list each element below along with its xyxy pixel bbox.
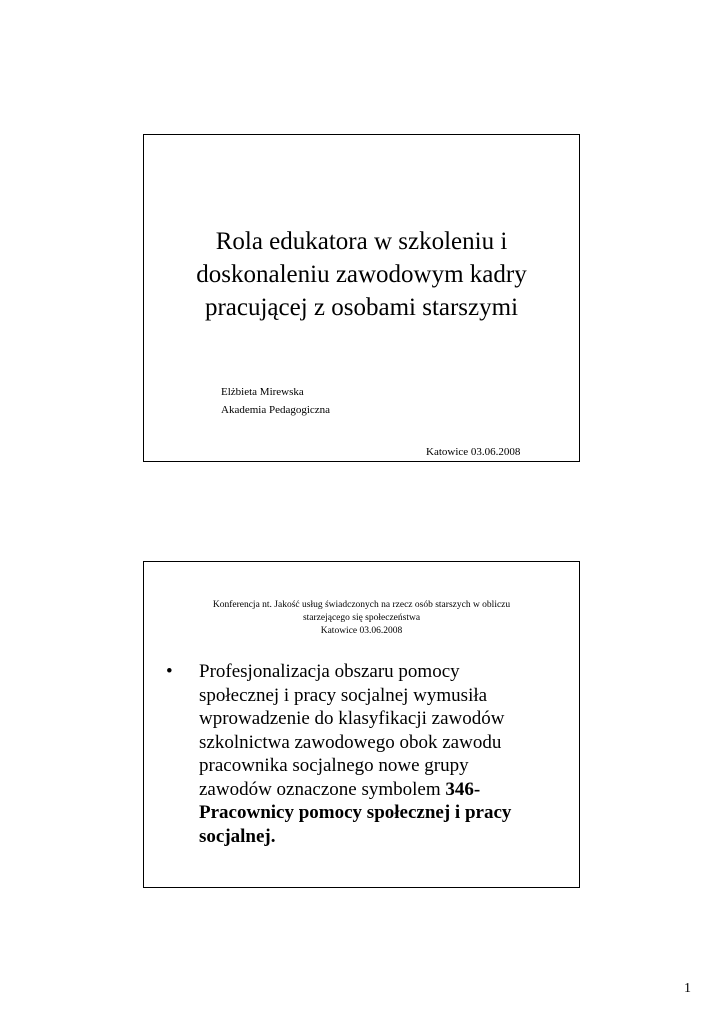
bullet-line: społecznej i pracy socjalnej wymusiła <box>199 684 488 706</box>
bullet-item <box>166 660 569 848</box>
header-line: starzejącego się społeczeństwa <box>302 613 421 623</box>
slide-1 <box>143 134 580 462</box>
title-line: Rola edukatora w szkoleniu i <box>215 228 508 255</box>
conference-header <box>164 599 559 638</box>
bullet-bold-line: Pracownicy pomocy społecznej i pracy <box>199 802 512 823</box>
bullet-line: pracownika socjalnego nowe grupy <box>199 755 469 776</box>
bullet-icon: • <box>166 661 173 682</box>
header-line: Katowice 03.06.2008 <box>320 626 403 636</box>
place-date: Katowice 03.06.2008 <box>426 446 521 458</box>
header-line: Konferencja nt. Jakość usług świadczonych na rzecz osób starszych w obliczu <box>212 600 511 610</box>
slide-2 <box>143 561 580 888</box>
slide-1-title <box>154 225 569 324</box>
author-block <box>221 383 330 419</box>
bullet-bold-line: socjalnej. <box>199 825 276 847</box>
bullet-line: szkolnictwa zawodowego obok zawodu <box>199 731 502 753</box>
page-number: 1 <box>684 981 691 996</box>
bullet-line: Profesjonalizacja obszaru pomocy <box>199 661 460 682</box>
title-line: pracującej z osobami starszymi <box>204 294 519 321</box>
author-name: Elżbieta Mirewska <box>221 386 304 398</box>
bullet-line-bold-part: 346- <box>445 778 481 800</box>
bullet-line-mixed <box>199 778 569 802</box>
bullet-line: wprowadzenie do klasyfikacji zawodów <box>199 708 505 729</box>
bullet-text <box>199 660 569 848</box>
author-institution: Akademia Pedagogiczna <box>221 404 331 416</box>
bullet-line-normal-part: zawodów oznaczone symbolem <box>199 778 446 800</box>
title-line: doskonaleniu zawodowym kadry <box>196 261 527 288</box>
